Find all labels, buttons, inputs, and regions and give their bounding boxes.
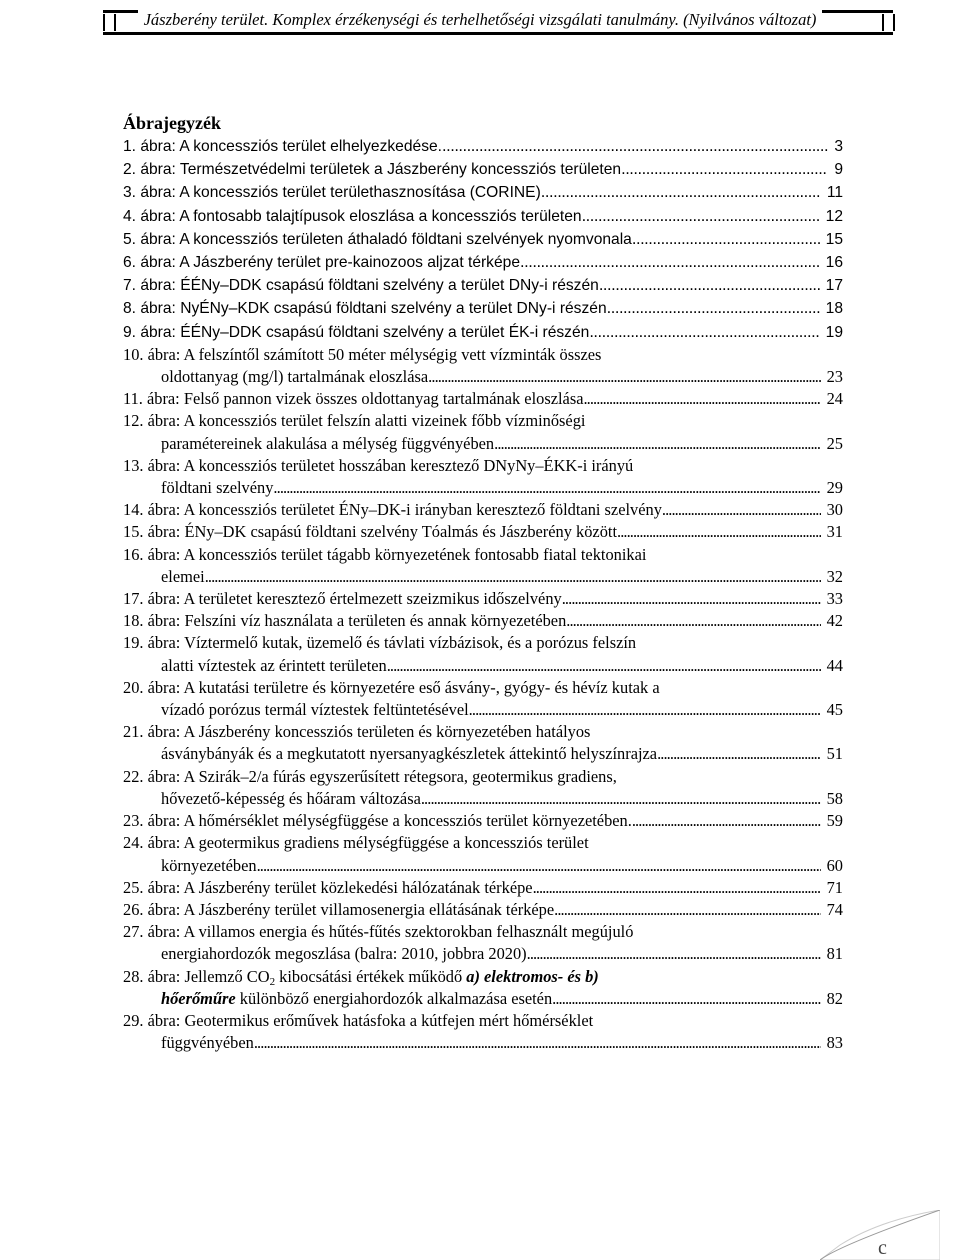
figure-caption: 19. ábra: Víztermelő kutak, üzemelő és távlati vízbázisok, és a porózus felszín: [123, 633, 637, 653]
figure-caption-continued: függvényében: [161, 1033, 254, 1053]
figure-caption: 25. ábra: A Jászberény terület közlekedési hálózatának térképe: [123, 877, 533, 897]
caption-text: különböző energiahordozók alkalmazása esetén: [235, 988, 553, 1008]
dot-leader: [257, 855, 821, 877]
dot-leader: [254, 1032, 821, 1054]
page-number: 31: [826, 522, 843, 542]
figure-caption-continued: paramétereinek alakulása a mélység függvényében: [161, 433, 495, 453]
figure-entry[interactable]: [123, 251, 843, 274]
figure-entry[interactable]: [123, 228, 843, 251]
figure-caption-continued: vízadó porózus termál víztestek feltüntetésével: [161, 700, 469, 720]
dot-leader: [527, 943, 821, 965]
figure-caption: 8. ábra: NyÉNy–KDK csapású földtani szelvény a terület DNy-i részén: [123, 300, 607, 318]
page-number: 45: [826, 700, 843, 720]
dot-leader: [621, 158, 828, 180]
dot-leader: [582, 205, 820, 227]
dot-leader: [566, 610, 820, 632]
page-number: 23: [826, 367, 843, 387]
dot-leader: [387, 655, 821, 677]
page-number: 51: [826, 744, 843, 764]
figure-caption-continued: környezetében: [161, 855, 257, 875]
page-number: 24: [826, 389, 843, 409]
page-number: 11: [826, 184, 843, 202]
figure-caption: 10. ábra: A felszíntől számított 50 méter mélységig vett vízminták összes: [123, 344, 602, 364]
page-number: 12: [825, 207, 843, 225]
figure-caption: 23. ábra: A hőmérséklet mélységfüggése a koncessziós terület környezetében.: [123, 811, 632, 831]
figure-entry[interactable]: [123, 544, 843, 588]
figure-entry[interactable]: [123, 966, 843, 1010]
figure-entry[interactable]: [123, 921, 843, 965]
figure-caption: 16. ábra: A koncessziós terület tágabb környezetének fontosabb fiatal tektonikai: [123, 544, 647, 564]
figure-entry[interactable]: [123, 297, 843, 320]
figure-caption: 2. ábra: Természetvédelmi területek a Jászberény koncessziós területen: [123, 161, 622, 179]
header-text: Jászberény terület. Komplex érzékenységi és terhelhetőségi vizsgálati tanulmány. (Nyilvános változat): [138, 10, 823, 29]
page-number: 74: [826, 899, 843, 919]
figure-caption-continued: ásványbányák és a megkutatott nyersanyagkészletek áttekintő helyszínrajza: [161, 744, 658, 764]
figure-caption: 15. ábra: ÉNy–DK csapású földtani szelvény Tóalmás és Jászberény között: [123, 522, 617, 542]
figure-entry[interactable]: [123, 205, 843, 228]
figure-entry[interactable]: [123, 344, 843, 388]
page-number: 29: [826, 478, 843, 498]
page-number: 18: [825, 300, 843, 318]
figure-entry[interactable]: [123, 677, 843, 721]
figure-caption-continued: [161, 988, 552, 1010]
dot-leader: [541, 181, 821, 203]
page-number: 59: [826, 811, 843, 831]
page-number: 19: [825, 323, 843, 341]
page-number: 44: [826, 655, 843, 675]
figure-caption: 12. ábra: A koncessziós terület felszín alatti vizeinek főbb vízminőségi: [123, 411, 586, 431]
figure-entry[interactable]: [123, 588, 843, 610]
page-number: 60: [826, 855, 843, 875]
dot-leader: [520, 251, 820, 273]
figure-caption-continued: elemei: [161, 566, 205, 586]
figure-entry[interactable]: [123, 499, 843, 521]
dot-leader: [533, 877, 821, 899]
figure-entry[interactable]: [123, 135, 843, 158]
caption-text: 28. ábra: Jellemző CO: [123, 966, 270, 986]
figure-entry[interactable]: [123, 274, 843, 297]
page-number: 17: [825, 277, 843, 295]
running-header: [0, 0, 960, 40]
page-number: 82: [826, 988, 843, 1008]
page-number: 71: [826, 877, 843, 897]
figure-caption: 26. ábra: A Jászberény terület villamosenergia ellátásának térképe: [123, 899, 555, 919]
dot-leader: [421, 788, 821, 810]
figure-entry[interactable]: [123, 1010, 843, 1054]
figure-caption: [123, 966, 599, 988]
figure-entry[interactable]: [123, 610, 843, 632]
dot-leader: [657, 743, 821, 765]
figure-caption-continued: alatti víztestek az érintett területen: [161, 655, 387, 675]
page-title: Ábrajegyzék: [123, 113, 221, 133]
figure-caption-continued: földtani szelvény: [161, 478, 274, 498]
figure-caption: 20. ábra: A kutatási területre és környezetére eső ásvány-, gyógy- és hévíz kutak a: [123, 677, 660, 697]
caption-subscript: 2: [269, 975, 276, 988]
figure-caption: 5. ábra: A koncessziós területen áthaladó földtani szelvények nyomvonala: [123, 230, 632, 248]
figure-caption-continued: hővezető-képesség és hőáram változása: [161, 788, 421, 808]
page-number: 83: [826, 1033, 843, 1053]
page-number: 16: [825, 254, 843, 272]
figure-caption: 4. ábra: A fontosabb talajtípusok eloszlása a koncessziós területen: [123, 207, 582, 225]
figure-caption: 14. ábra: A koncessziós területet ÉNy–DK-i irányban keresztező földtani szelvény: [123, 500, 662, 520]
page-number: 9: [834, 161, 843, 179]
caption-text: kibocsátási értékek működő: [275, 966, 467, 986]
figure-entry[interactable]: [123, 388, 843, 410]
dot-leader: [442, 135, 828, 157]
figure-entry[interactable]: [123, 832, 843, 876]
page-number: 30: [826, 500, 843, 520]
dot-leader: [562, 588, 821, 610]
page-number: 81: [826, 944, 843, 964]
page-curl-corner: [820, 1210, 940, 1260]
figure-caption: 3. ábra: A koncessziós terület területhasznosítása (CORINE): [123, 184, 541, 202]
figure-list: [123, 135, 843, 1054]
dot-leader: [662, 499, 821, 521]
page-number: 25: [826, 433, 843, 453]
dot-leader: [273, 477, 820, 499]
corner-letter: c: [878, 1237, 887, 1259]
dot-leader: [589, 321, 819, 343]
figure-entry[interactable]: [123, 158, 843, 181]
figure-caption: 7. ábra: ÉÉNy–DDK csapású földtani szelvény a terület DNy-i részén: [123, 277, 599, 295]
page-number: 58: [826, 788, 843, 808]
page-number: 32: [826, 566, 843, 586]
figure-entry[interactable]: [123, 899, 843, 921]
dot-leader: [617, 521, 821, 543]
page-number: 42: [826, 611, 843, 631]
figure-entry[interactable]: [123, 321, 843, 344]
dot-leader: [632, 228, 820, 250]
dot-leader: [583, 388, 820, 410]
dot-leader: [428, 366, 820, 388]
figure-caption: 24. ábra: A geotermikus gradiens mélységfüggése a koncessziós terület: [123, 833, 589, 853]
page-number: 3: [834, 138, 843, 155]
page-number: 15: [825, 230, 843, 248]
figure-caption: 9. ábra: ÉÉNy–DDK csapású földtani szelvény a terület ÉK-i részén: [123, 323, 590, 341]
figure-entry[interactable]: [123, 632, 843, 676]
dot-leader: [552, 988, 820, 1010]
dot-leader: [494, 433, 820, 455]
figure-caption: 29. ábra: Geotermikus erőművek hatásfoka a kútfejen mért hőmérséklet: [123, 1010, 594, 1030]
figure-entry[interactable]: [123, 721, 843, 765]
caption-emphasis: a) elektromos- és b): [466, 966, 599, 986]
figure-entry[interactable]: [123, 455, 843, 499]
figure-caption: 6. ábra: A Jászberény terület pre-kainozoos aljzat térképe: [123, 254, 521, 272]
dot-leader: [205, 566, 821, 588]
dot-leader: [632, 810, 821, 832]
figure-entry[interactable]: [123, 766, 843, 810]
figure-caption: 18. ábra: Felszíni víz használata a területen és annak környezetében: [123, 611, 567, 631]
figure-caption: 22. ábra: A Szirák–2/a fúrás egyszerűsített rétegsora, geotermikus gradiens,: [123, 766, 617, 786]
dot-leader: [554, 899, 820, 921]
figure-entry[interactable]: [123, 181, 843, 204]
caption-emphasis: hőerőműre: [161, 988, 236, 1008]
figure-entry[interactable]: [123, 877, 843, 899]
figure-caption: 21. ábra: A Jászberény koncessziós területen és környezetében hatályos: [123, 722, 591, 742]
dot-leader: [599, 274, 820, 296]
dot-leader: [607, 297, 820, 319]
figure-caption: 1. ábra: A koncessziós terület elhelyezkedése.: [123, 138, 442, 155]
figure-caption-continued: energiahordozók megoszlása (balra: 2010, jobbra 2020): [161, 944, 527, 964]
figure-caption: 27. ábra: A villamos energia és hűtés-fűtés szektorokban felhasznált megújuló: [123, 922, 634, 942]
figure-entry[interactable]: [123, 521, 843, 543]
figure-caption: 13. ábra: A koncessziós területet hosszában keresztező DNyNy–ÉKK-i irányú: [123, 455, 634, 475]
figure-caption: 17. ábra: A területet keresztező értelmezett szeizmikus időszelvény: [123, 589, 562, 609]
dot-leader: [469, 699, 821, 721]
figure-caption: 11. ábra: Felső pannon vizek összes oldottanyag tartalmának eloszlása: [123, 389, 584, 409]
figure-caption-continued: oldottanyag (mg/l) tartalmának eloszlása: [161, 367, 429, 387]
page-number: 33: [826, 589, 843, 609]
figure-entry[interactable]: [123, 810, 843, 832]
figure-entry[interactable]: [123, 410, 843, 454]
